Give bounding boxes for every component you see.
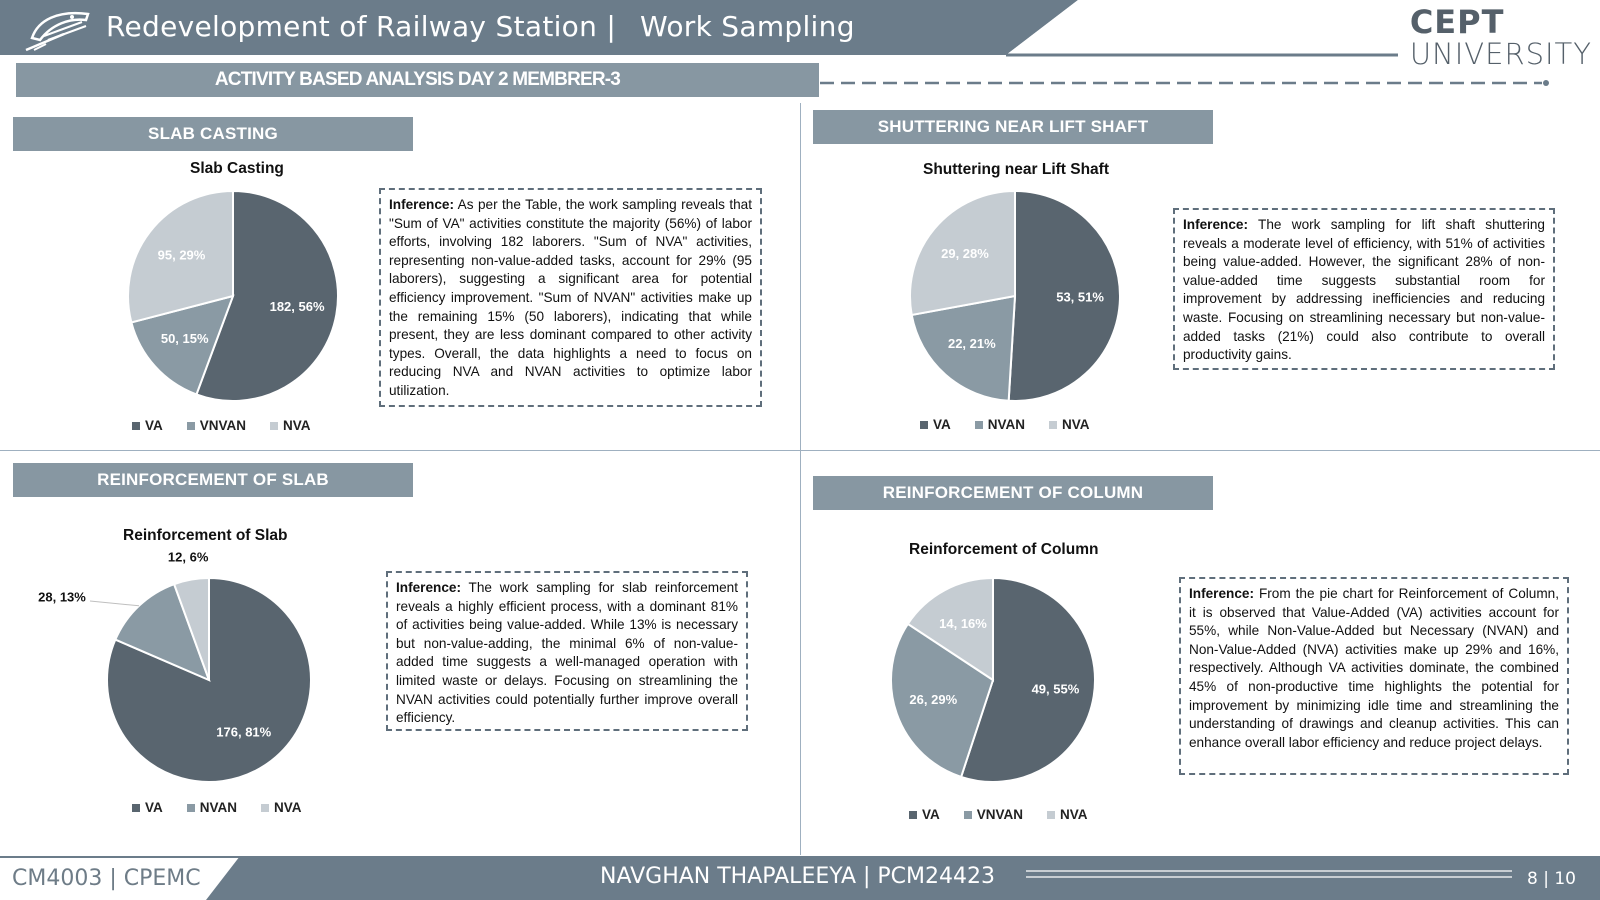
legend-label: NVAN <box>987 417 1026 432</box>
logo-line2: UNIVERSITY <box>1409 37 1592 71</box>
inference-label: Inference: <box>396 580 461 595</box>
inference-label: Inference: <box>389 197 454 212</box>
logo-line1: CEPT <box>1409 3 1505 41</box>
footer-author: NAVGHAN THAPALEEYA | PCM24423 <box>600 864 996 889</box>
pie-data-label: 49, 55% <box>1031 681 1080 697</box>
legend-item <box>964 807 1023 822</box>
header-title: Redevelopment of Railway Station | <box>106 10 617 43</box>
legend-label: VA <box>922 807 940 822</box>
section-heading: REINFORCEMENT OF SLAB <box>13 463 413 497</box>
page-number: 8 | 10 <box>1527 869 1576 889</box>
inference-label: Inference: <box>1183 217 1248 232</box>
pie-data-label: 53, 51% <box>1056 289 1104 305</box>
chart-title: Shuttering near Lift Shaft <box>923 161 1109 178</box>
legend-label: NVAN <box>199 800 238 815</box>
legend-label: NVA <box>1060 807 1088 822</box>
pie-data-label: 29, 28% <box>941 245 989 261</box>
legend-label: NVA <box>283 418 311 433</box>
inference-text: From the pie chart for Reinforcement of Column, it is observed that Value-Added (VA) activities account for 55%, while Non-Value-Added but Necessary (NVAN) and Non-Value-Added (NVA) activities make up 29% and 16%, respectively. Although VA activities dominate, the combined 45% of non-productive time highlights the potential for improvement by minimizing idle time and streamlining the understanding of drawings and cleanup activities. This can enhance overall labor efficiency and reduce project delays. <box>1189 586 1559 750</box>
inference-label: Inference: <box>1189 586 1254 601</box>
inference-box <box>1179 577 1569 775</box>
section-heading: SLAB CASTING <box>13 117 413 151</box>
pie-data-label: 50, 15% <box>160 331 209 347</box>
legend-label: NVA <box>1062 417 1090 432</box>
chart-title: Slab Casting <box>190 160 284 177</box>
section-heading: SHUTTERING NEAR LIFT SHAFT <box>813 110 1213 144</box>
chart-title: Reinforcement of Slab <box>123 527 288 544</box>
pie-data-label: 12, 6% <box>167 549 209 565</box>
legend-swatch <box>1047 811 1055 819</box>
footer-course: CM4003 | CPEMC <box>12 866 201 891</box>
legend-item <box>909 807 940 822</box>
legend-label: VNVAN <box>976 807 1024 822</box>
chart-legend <box>909 807 1088 822</box>
pie-data-label: 95, 29% <box>157 247 206 263</box>
pie-data-label: 182, 56% <box>269 298 325 314</box>
pie-data-label: 26, 29% <box>909 692 958 708</box>
legend-label: NVA <box>274 800 302 815</box>
inference-text: The work sampling for lift shaft shuttering reveals a moderate level of efficiency, with 51% of activities being value-added. However, the significant 28% of non-value-added time suggests substantial room for improvement by addressing inefficiencies and reducing waste. Focusing on streamlining necessary but non-value-added tasks (21%) could also contribute to overall productivity gains. <box>1183 217 1545 363</box>
legend-label: VNVAN <box>199 418 247 433</box>
section-heading: REINFORCEMENT OF COLUMN <box>813 476 1213 510</box>
pie-data-label: 28, 13% <box>38 589 86 605</box>
pie-data-label: 14, 16% <box>939 615 987 631</box>
inference-text: The work sampling for slab reinforcement reveals a highly efficient process, with a dominant 81% of activities being value-added. While 13% is necessary but non-value-adding, the minimal 6% of non-value-added time suggests a well-managed operation with limited waste or delays. Focusing on streamlining the NVAN activities could potentially further improve overall efficiency. <box>396 580 738 726</box>
legend-label: VA <box>933 417 951 432</box>
legend-swatch <box>909 811 917 819</box>
inference-text: As per the Table, the work sampling reveals that "Sum of VA" activities constitute the majority (56%) of labor efforts, involving 182 laborers. "Sum of NVA" activities, representing non-value-added tasks, account for 29% (95 laborers), suggesting a significant area for potential efficiency improvement. "Sum of NVAN" activities make up the remaining 15% (50 laborers), indicating that while present, they are less dominant compared to other activity types. Overall, the data highlights a need to focus on reducing NVA and NVAN activities to optimize labor utilization. <box>389 197 752 398</box>
header-subtitle: Work Sampling <box>640 10 855 43</box>
legend-label: VA <box>145 418 163 433</box>
legend-label: VA <box>145 800 163 815</box>
pie-data-label: 176, 81% <box>216 724 272 740</box>
legend-swatch <box>964 811 972 819</box>
legend-item <box>1047 807 1088 822</box>
activity-bar: ACTIVITY BASED ANALYSIS DAY 2 MEMBRER-3 <box>16 63 819 97</box>
chart-title: Reinforcement of Column <box>909 541 1099 558</box>
pie-data-label: 22, 21% <box>947 336 996 352</box>
